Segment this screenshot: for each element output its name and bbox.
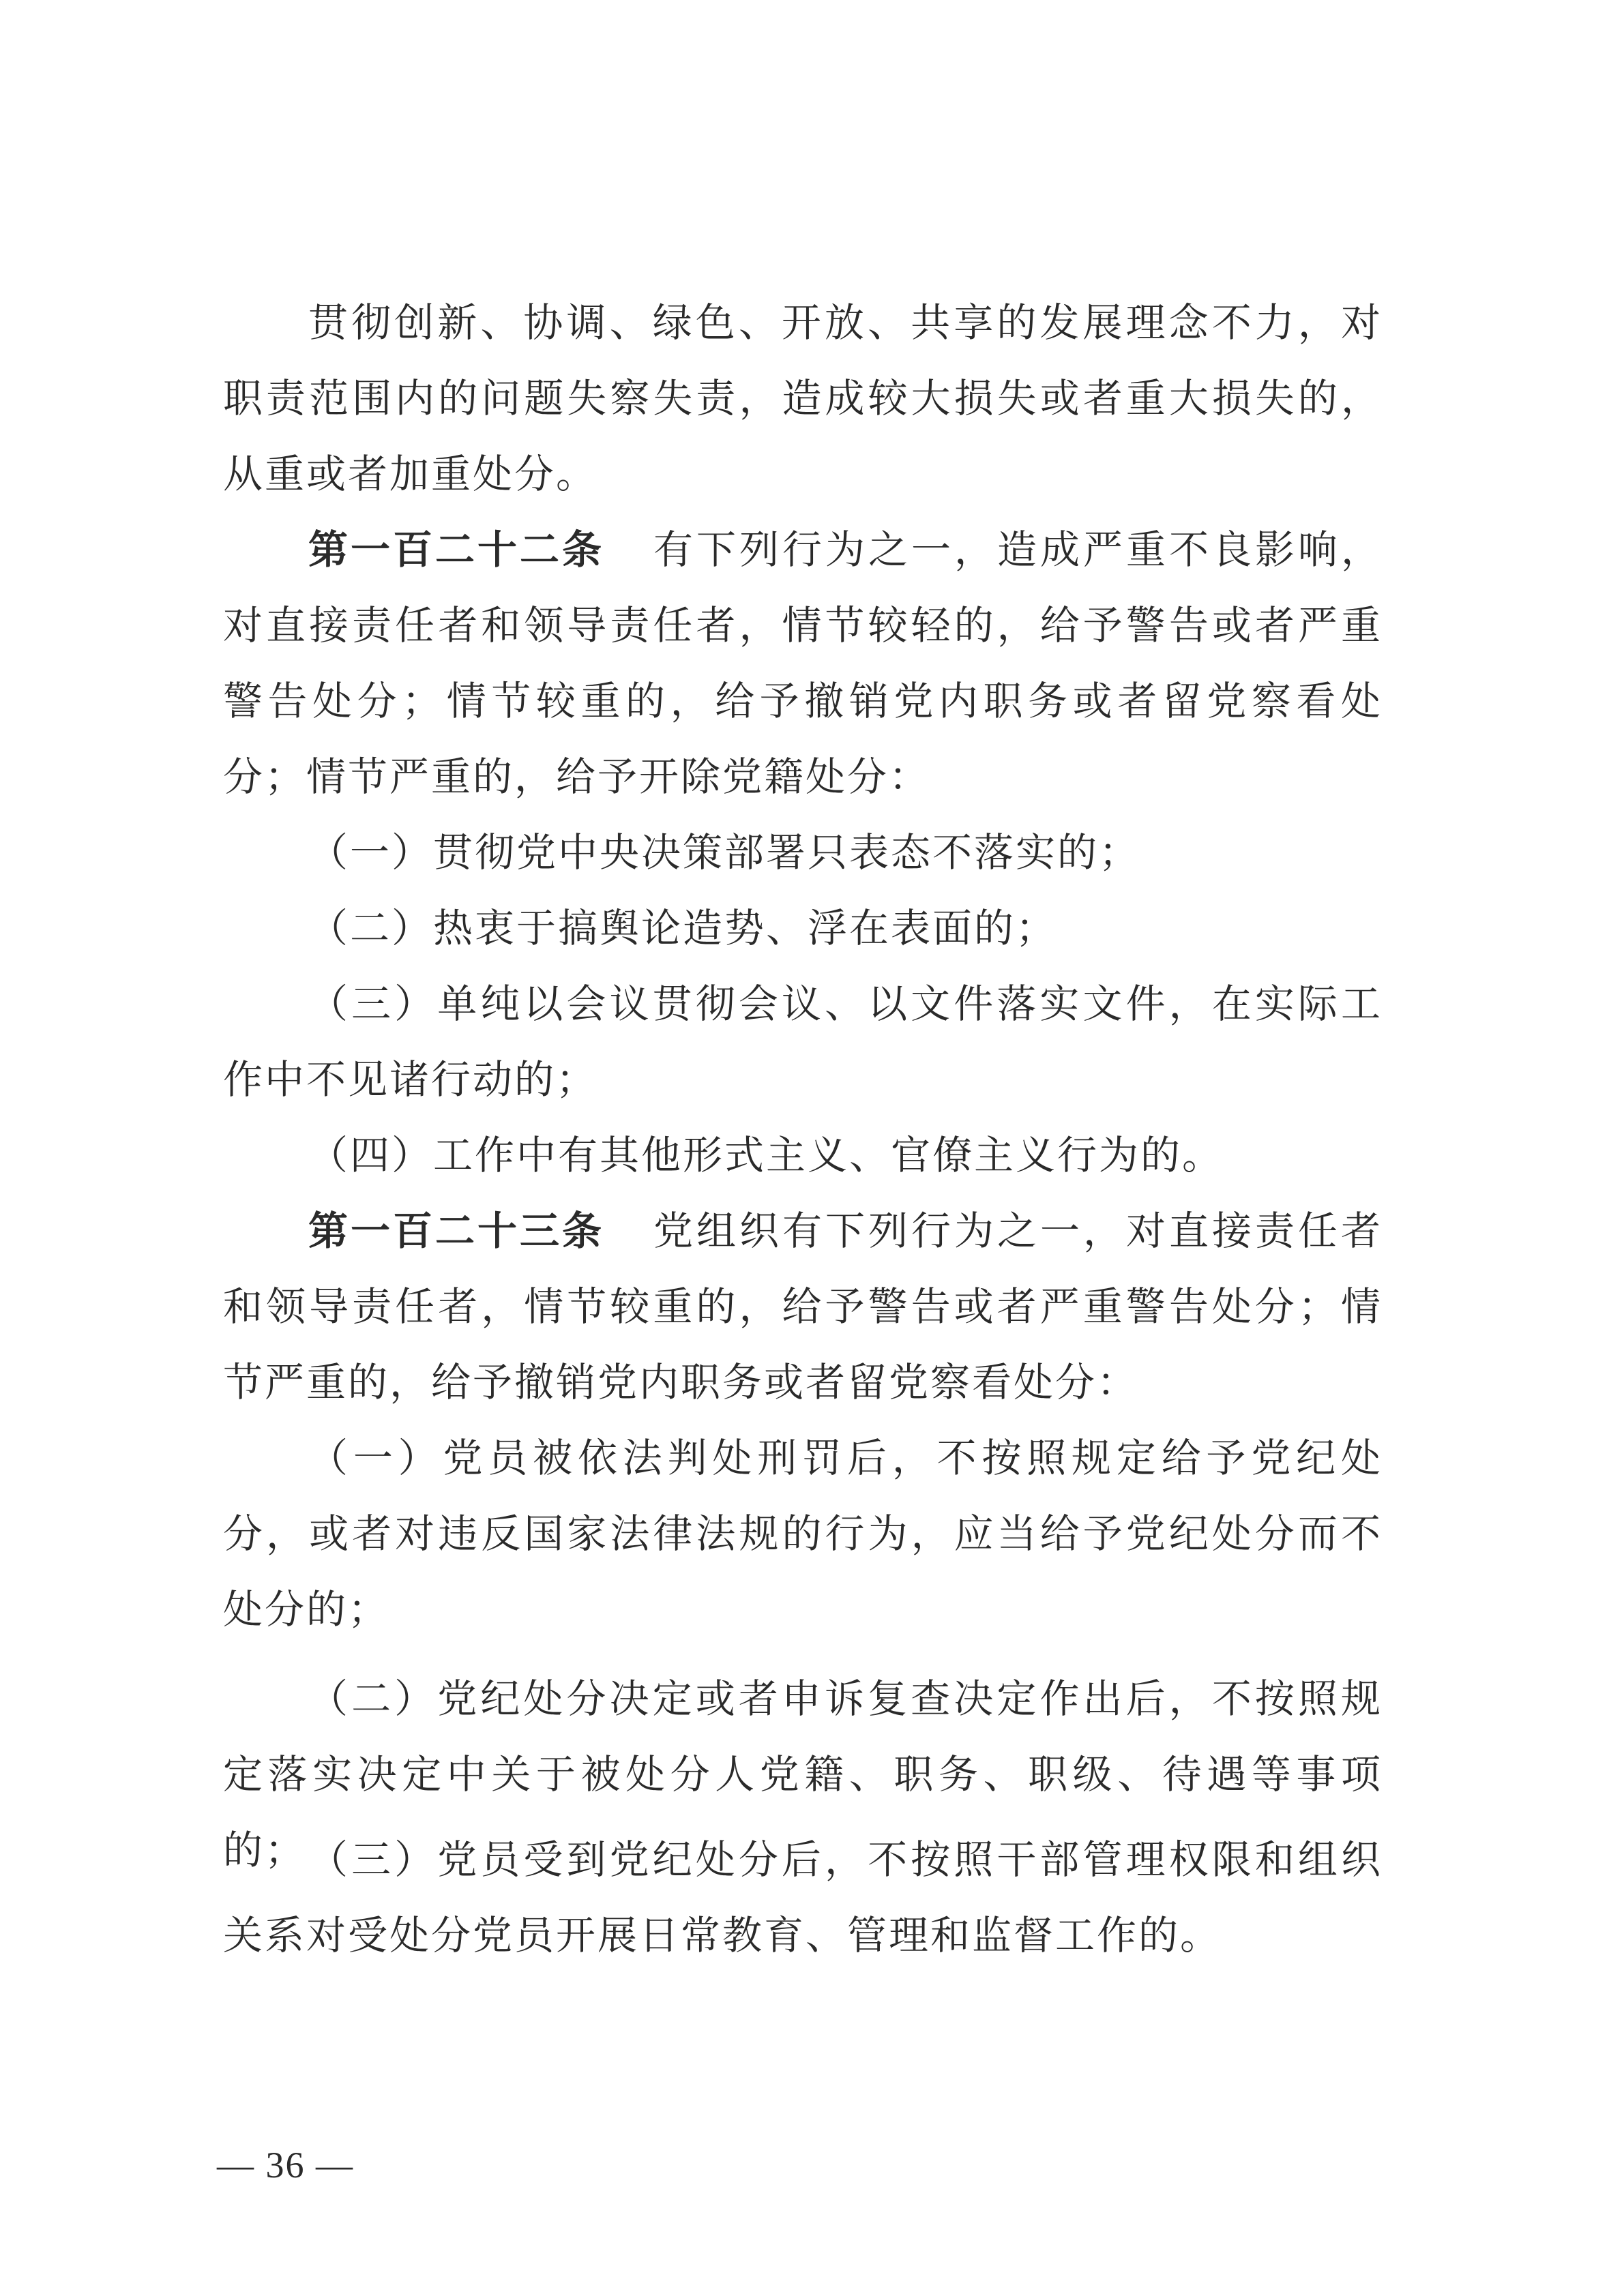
paragraph-intro: 贯彻创新、协调、绿色、开放、共享的发展理念不力，对职责范围内的问题失察失责，造成较大损失或者重大损失的，从重或者加重处分。 — [223, 299, 1383, 497]
article-122-paragraph — [223, 512, 1383, 815]
article-123-body: 党组织有下列行为之一，对直接责任者和领导责任者，情节较重的，给予警告或者严重警告处分；情节严重的，给予撤销党内职务或者留党察看处分： — [223, 1208, 1383, 1405]
article-123-heading: 第一百二十三条 — [308, 1208, 604, 1254]
article-122-heading: 第一百二十二条 — [308, 526, 604, 573]
article-122-item-3: （三）单纯以会议贯彻会议、以文件落实文件，在实际工作中不见诸行动的； — [223, 981, 1383, 1103]
article-122-item-4: （四）工作中有其他形式主义、官僚主义行为的。 — [308, 1132, 1224, 1178]
article-122-item-1: （一）贯彻党中央决策部署只表态不落实的； — [308, 829, 1141, 876]
page-number: — 36 — — [217, 2145, 354, 2186]
article-122-body: 有下列行为之一，造成严重不良影响，对直接责任者和领导责任者，情节较轻的，给予警告或者严重警告处分；情节较重的，给予撤销党内职务或者留党察看处分；情节严重的，给予开除党籍处分： — [223, 526, 1383, 800]
article-123-item-1: （一）党员被依法判处刑罚后，不按照规定给予党纪处分，或者对违反国家法律法规的行为，应当给予党纪处分而不处分的； — [223, 1435, 1383, 1632]
article-123-item-3: （三）党员受到党纪处分后，不按照干部管理权限和组织关系对受处分党员开展日常教育、管理和监督工作的。 — [223, 1836, 1383, 1958]
article-123-item-2: （二）党纪处分决定或者申诉复查决定作出后，不按照规定落实决定中关于被处分人党籍、职务、职级、待遇等事项的； — [223, 1675, 1383, 1873]
article-123-paragraph — [223, 1193, 1383, 1420]
article-122-item-2: （二）热衷于搞舆论造势、浮在表面的； — [308, 905, 1058, 951]
